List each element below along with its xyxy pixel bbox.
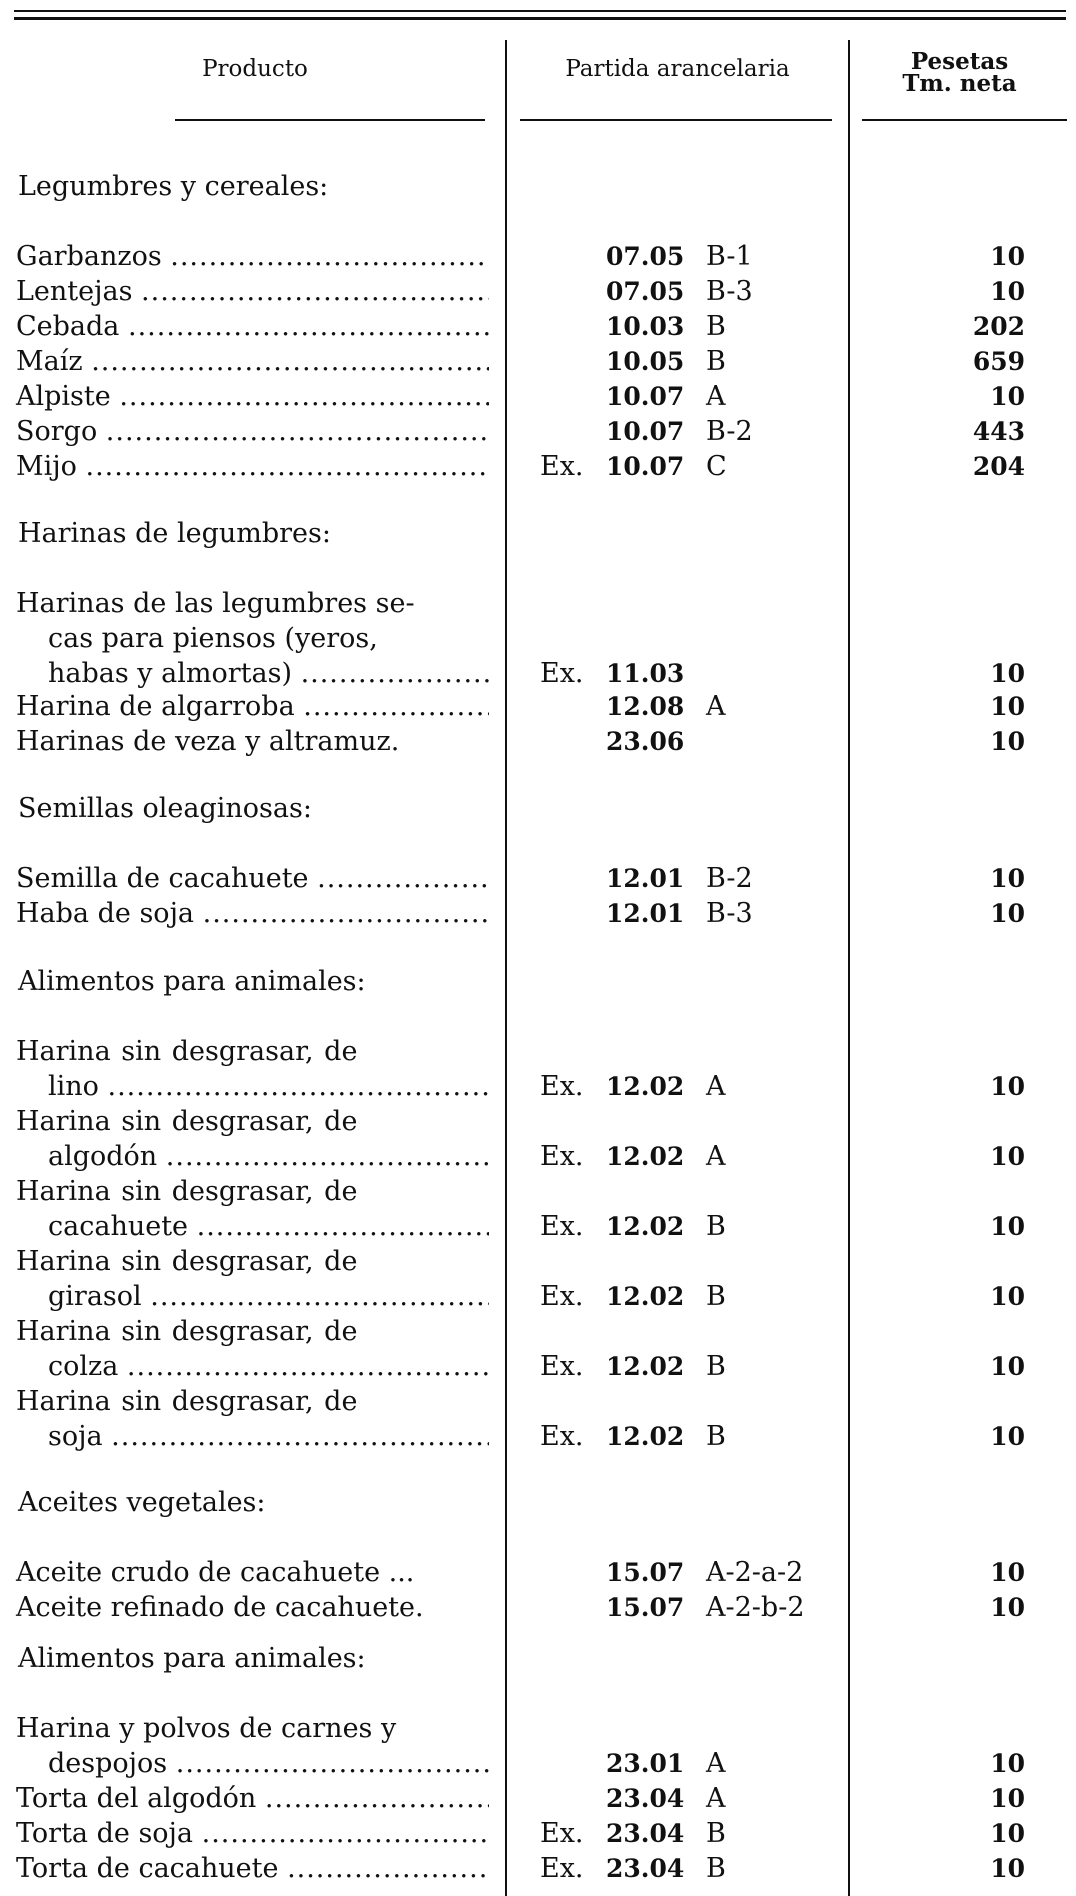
header-producto-underline <box>175 119 485 121</box>
column-divider-1 <box>505 40 507 1896</box>
product-name <box>16 690 489 724</box>
tariff-subheading: B-3 <box>706 276 753 307</box>
price-value: 10 <box>990 1072 1025 1101</box>
product-name <box>16 450 489 484</box>
tariff-subheading: A <box>706 1783 726 1814</box>
product-name <box>16 310 489 344</box>
price-value: 10 <box>990 1558 1025 1587</box>
dot-leader <box>287 1852 489 1886</box>
product-name <box>16 1852 489 1886</box>
product-label: cacahuete <box>48 1211 197 1242</box>
product-name <box>16 1070 489 1104</box>
product-label: Torta de soja <box>16 1818 202 1849</box>
tariff-code <box>540 862 753 896</box>
tariff-number: 10.07 <box>606 382 685 411</box>
dot-leader <box>150 1280 489 1314</box>
price-value: 10 <box>990 1784 1025 1813</box>
price-value: 659 <box>972 347 1025 376</box>
tariff-number: 12.02 <box>606 1352 685 1381</box>
dot-leader <box>170 240 489 274</box>
product-name: cas para piensos (yeros, <box>48 623 378 654</box>
product-name <box>16 1350 489 1384</box>
product-label: Semilla de cacahuete <box>16 863 318 894</box>
product-label: habas y almortas) <box>48 658 301 689</box>
product-label: Lentejas <box>16 276 142 307</box>
dot-leader <box>203 897 489 931</box>
tariff-code <box>540 725 706 759</box>
tariff-number: 15.07 <box>606 1558 685 1587</box>
product-label: lino <box>48 1071 108 1102</box>
dot-leader <box>119 380 489 414</box>
dot-leader <box>317 862 489 896</box>
product-label: colza <box>48 1351 127 1382</box>
tariff-code <box>540 415 753 449</box>
tariff-number: 10.03 <box>606 312 685 341</box>
price-value: 10 <box>990 1854 1025 1883</box>
tariff-number: 12.02 <box>606 1142 685 1171</box>
tariff-subheading: B-3 <box>706 898 753 929</box>
section-title: Aceites vegetales: <box>18 1487 266 1518</box>
tariff-code <box>540 1210 726 1244</box>
tariff-code <box>540 1140 726 1174</box>
price-value: 10 <box>990 1593 1025 1622</box>
product-label: Cebada <box>16 311 128 342</box>
price-value: 10 <box>990 1212 1025 1241</box>
tariff-subheading: B-2 <box>706 863 753 894</box>
dot-leader <box>91 345 489 379</box>
tariff-ex: Ex. <box>540 1071 584 1102</box>
tariff-subheading: A <box>706 1748 726 1779</box>
section-title: Harinas de legumbres: <box>18 518 331 549</box>
tariff-code <box>540 1070 726 1104</box>
tariff-code <box>540 657 706 691</box>
dot-leader <box>176 1747 489 1781</box>
dot-leader <box>197 1210 489 1244</box>
product-name <box>16 380 489 414</box>
tariff-subheading: B-1 <box>706 241 753 272</box>
product-name <box>16 1420 489 1454</box>
top-rule-thin <box>14 10 1066 12</box>
price-value: 10 <box>990 382 1025 411</box>
tariff-number: 12.08 <box>606 692 685 721</box>
tariff-number: 23.01 <box>606 1749 685 1778</box>
tariff-code <box>540 897 753 931</box>
tariff-number: 23.04 <box>606 1819 685 1848</box>
product-name: Harina sin desgrasar, de <box>16 1036 358 1067</box>
tariff-subheading: B-2 <box>706 416 753 447</box>
product-name <box>16 1817 489 1851</box>
product-name: Harina sin desgrasar, de <box>16 1246 358 1277</box>
tariff-subheading: A-2-b-2 <box>706 1592 805 1623</box>
tariff-number: 12.01 <box>606 864 685 893</box>
dot-leader <box>141 275 489 309</box>
tariff-code <box>540 1350 726 1384</box>
column-divider-2 <box>848 40 850 1896</box>
tariff-ex: Ex. <box>540 1141 584 1172</box>
tariff-subheading: C <box>706 451 727 482</box>
tariff-code <box>540 380 726 414</box>
tariff-code <box>540 1782 726 1816</box>
tariff-ex: Ex. <box>540 451 584 482</box>
tariff-ex: Ex. <box>540 1351 584 1382</box>
product-name <box>16 1210 489 1244</box>
header-partida-underline <box>520 119 832 121</box>
tariff-ex: Ex. <box>540 1281 584 1312</box>
section-title: Alimentos para animales: <box>18 966 366 997</box>
tariff-subheading: A <box>706 691 726 722</box>
section-title: Legumbres y cereales: <box>18 171 329 202</box>
tariff-subheading: B <box>706 1421 726 1452</box>
price-value: 202 <box>972 312 1025 341</box>
product-name: Aceite refinado de cacahuete. <box>16 1592 424 1623</box>
product-label: Torta del algodón <box>16 1783 265 1814</box>
price-value: 204 <box>972 452 1025 481</box>
tariff-number: 10.05 <box>606 347 685 376</box>
product-name: Harina sin desgrasar, de <box>16 1106 358 1137</box>
product-label: Mijo <box>16 451 86 482</box>
tariff-code <box>540 1817 726 1851</box>
price-value: 10 <box>990 1749 1025 1778</box>
price-value: 10 <box>990 864 1025 893</box>
product-label: Maíz <box>16 346 92 377</box>
tariff-number: 07.05 <box>606 277 685 306</box>
product-name: Harina sin desgrasar, de <box>16 1176 358 1207</box>
product-name <box>16 862 489 896</box>
product-name <box>16 240 489 274</box>
tariff-subheading: B <box>706 311 726 342</box>
header-producto: Producto <box>202 56 308 82</box>
dot-leader <box>265 1782 489 1816</box>
price-value: 10 <box>990 1282 1025 1311</box>
price-value: 10 <box>990 899 1025 928</box>
tariff-subheading: B <box>706 346 726 377</box>
tariff-number: 11.03 <box>606 659 685 688</box>
price-value: 10 <box>990 1352 1025 1381</box>
product-label: Garbanzos <box>16 241 171 272</box>
tariff-subheading: A <box>706 1071 726 1102</box>
tariff-code <box>540 275 753 309</box>
tariff-number: 10.07 <box>606 417 685 446</box>
product-label: Alpiste <box>16 381 120 412</box>
dot-leader <box>127 1350 489 1384</box>
price-value: 10 <box>990 277 1025 306</box>
product-name <box>16 1782 489 1816</box>
tariff-code <box>540 310 726 344</box>
tariff-code <box>540 1280 726 1314</box>
header-pesetas-underline <box>862 119 1067 121</box>
product-name <box>16 1747 489 1781</box>
product-name <box>16 1140 489 1174</box>
section-title: Alimentos para animales: <box>18 1643 366 1674</box>
product-name <box>16 345 489 379</box>
tariff-subheading: B <box>706 1818 726 1849</box>
price-value: 10 <box>990 727 1025 756</box>
tariff-number: 23.06 <box>606 727 685 756</box>
tariff-code <box>540 1591 805 1625</box>
dot-leader <box>108 1070 490 1104</box>
product-name: Harina sin desgrasar, de <box>16 1386 358 1417</box>
header-pesetas-line2: Tm. neta <box>902 70 1017 97</box>
dot-leader <box>303 690 489 724</box>
tariff-code <box>540 1556 803 1590</box>
product-label: girasol <box>48 1281 151 1312</box>
tariff-number: 12.02 <box>606 1282 685 1311</box>
product-name <box>16 415 489 449</box>
tariff-code <box>540 345 726 379</box>
product-label: Harina de algarroba <box>16 691 304 722</box>
tariff-number: 07.05 <box>606 242 685 271</box>
tariff-number: 12.02 <box>606 1422 685 1451</box>
tariff-subheading: B <box>706 1281 726 1312</box>
tariff-number: 23.04 <box>606 1854 685 1883</box>
tariff-code <box>540 240 753 274</box>
dot-leader <box>86 450 490 484</box>
tariff-code <box>540 690 726 724</box>
price-value: 10 <box>990 1142 1025 1171</box>
tariff-number: 12.02 <box>606 1212 685 1241</box>
tariff-code <box>540 1420 726 1454</box>
tariff-subheading: B <box>706 1853 726 1884</box>
tariff-code <box>540 1747 726 1781</box>
product-name <box>16 1280 489 1314</box>
price-value: 10 <box>990 1422 1025 1451</box>
price-value: 443 <box>972 417 1025 446</box>
header-pesetas <box>852 48 1067 98</box>
product-name <box>16 275 489 309</box>
tariff-subheading: A-2-a-2 <box>706 1557 804 1588</box>
product-name <box>16 897 489 931</box>
tariff-ex: Ex. <box>540 1421 584 1452</box>
price-value: 10 <box>990 1819 1025 1848</box>
product-label: algodón <box>48 1141 166 1172</box>
section-title: Semillas oleaginosas: <box>18 793 312 824</box>
dot-leader <box>301 657 489 691</box>
tariff-subheading: A <box>706 1141 726 1172</box>
price-value: 10 <box>990 692 1025 721</box>
product-name: Harina y polvos de carnes y <box>16 1713 397 1744</box>
tariff-ex: Ex. <box>540 1853 584 1884</box>
tariff-code <box>540 450 727 484</box>
header-pesetas-line1: Pesetas <box>910 48 1009 75</box>
tariff-subheading: B <box>706 1211 726 1242</box>
tariff-number: 23.04 <box>606 1784 685 1813</box>
dot-leader <box>111 1420 489 1454</box>
top-rule-thick <box>14 17 1066 20</box>
price-value: 10 <box>990 659 1025 688</box>
tariff-ex: Ex. <box>540 1818 584 1849</box>
product-name: Aceite crudo de cacahuete ... <box>16 1557 415 1588</box>
dot-leader <box>106 415 489 449</box>
tariff-ex: Ex. <box>540 658 584 689</box>
product-label: despojos <box>48 1748 176 1779</box>
tariff-number: 15.07 <box>606 1593 685 1622</box>
dot-leader <box>202 1817 489 1851</box>
product-name: Harinas de las legumbres se- <box>16 588 415 619</box>
tariff-subheading: A <box>706 381 726 412</box>
price-value: 10 <box>990 242 1025 271</box>
product-name: Harinas de veza y altramuz. <box>16 726 400 757</box>
product-name: Harina sin desgrasar, de <box>16 1316 358 1347</box>
tariff-code <box>540 1852 726 1886</box>
dot-leader <box>128 310 489 344</box>
tariff-number: 12.01 <box>606 899 685 928</box>
product-label: Torta de cacahuete <box>16 1853 288 1884</box>
product-label: soja <box>48 1421 112 1452</box>
product-label: Haba de soja <box>16 898 203 929</box>
product-name <box>16 657 489 691</box>
tariff-number: 10.07 <box>606 452 685 481</box>
dot-leader <box>166 1140 489 1174</box>
tariff-ex: Ex. <box>540 1211 584 1242</box>
tariff-subheading: B <box>706 1351 726 1382</box>
product-label: Sorgo <box>16 416 106 447</box>
header-partida: Partida arancelaria <box>565 56 790 82</box>
tariff-number: 12.02 <box>606 1072 685 1101</box>
